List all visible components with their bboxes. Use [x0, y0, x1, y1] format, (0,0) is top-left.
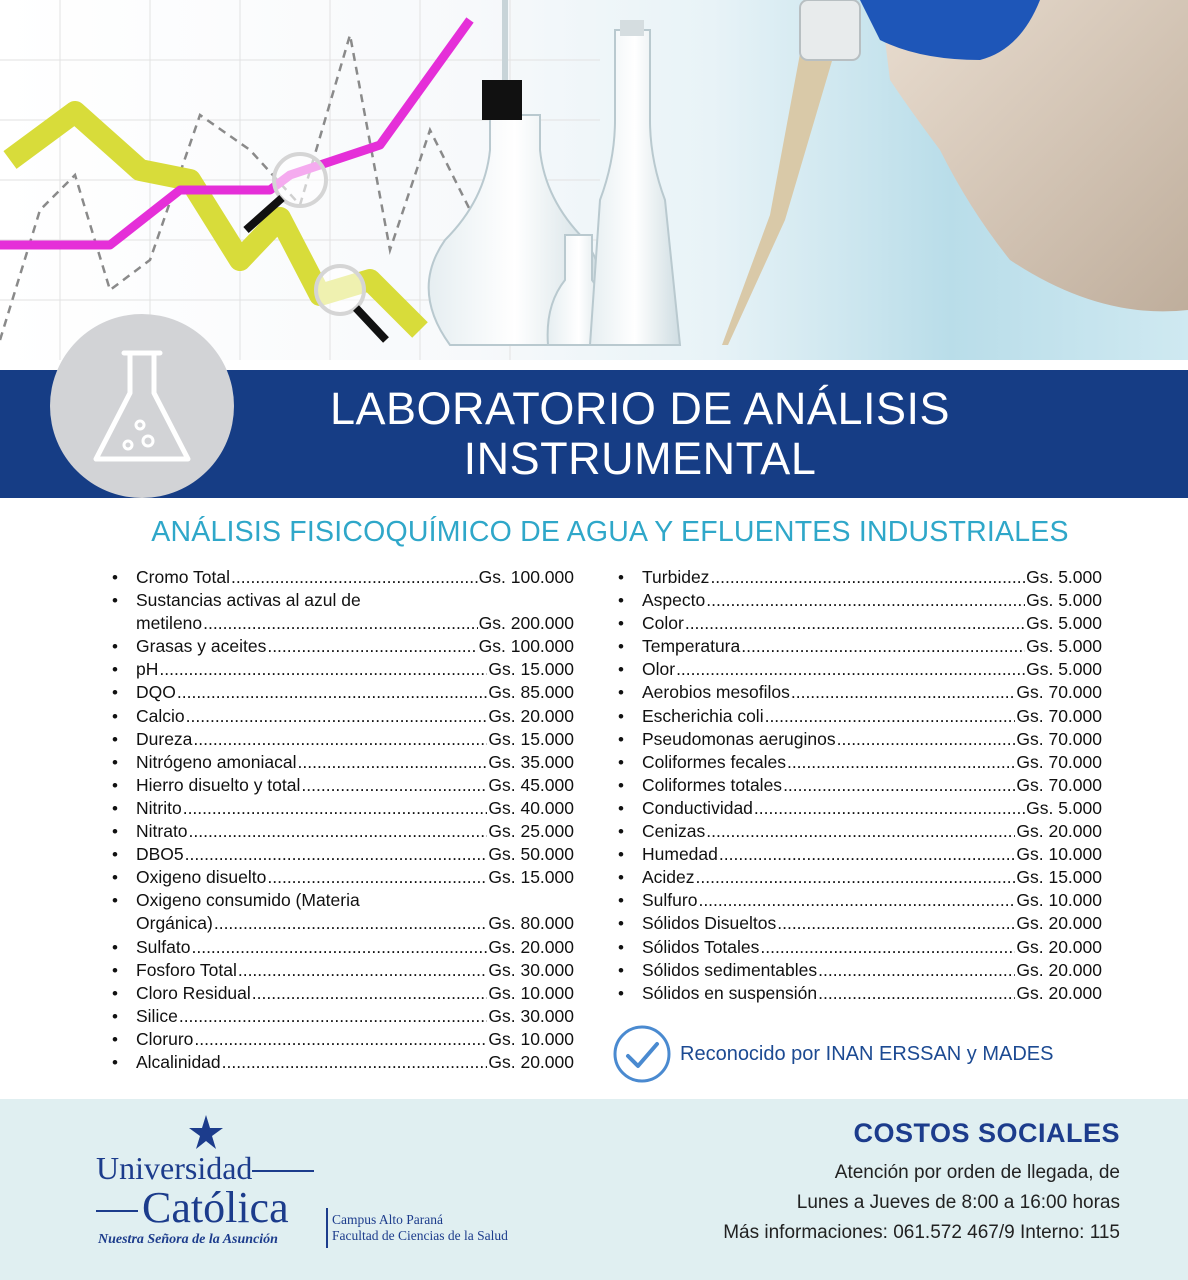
price-item-label: • Nitrógeno amoniacal: [136, 751, 297, 772]
dot-leader: [238, 959, 488, 977]
price-item-label: • Escherichia coli: [642, 705, 764, 726]
price-item: [112, 936, 574, 959]
price-item: [112, 751, 574, 774]
dot-leader: [298, 751, 488, 769]
dot-leader: [203, 612, 477, 630]
price-item-price: Gs. 100.000: [478, 567, 574, 587]
price-item-label: • Cloruro: [136, 1028, 194, 1049]
dot-leader: [719, 843, 1015, 861]
price-item-label: metileno: [136, 613, 203, 634]
dot-leader: [191, 936, 487, 954]
price-item: [112, 959, 574, 982]
price-item: [618, 681, 1102, 704]
price-item-price: Gs. 10.000: [1016, 890, 1102, 911]
dot-leader: [696, 866, 1016, 884]
price-list-left: [112, 566, 574, 1074]
price-item: [112, 681, 574, 704]
price-item-price: Gs. 70.000: [1016, 682, 1102, 703]
dot-leader: [777, 912, 1015, 930]
price-item: [618, 774, 1102, 797]
price-item-price: Gs. 45.000: [488, 774, 574, 795]
dot-leader: [791, 681, 1016, 699]
price-item-label: • Oxigeno disuelto: [136, 867, 267, 888]
price-item: [112, 774, 574, 797]
price-item: [112, 1005, 574, 1028]
dot-leader: [676, 658, 1025, 676]
price-item-price: Gs. 70.000: [1016, 705, 1102, 726]
dot-leader: [754, 797, 1025, 815]
price-item-price: Gs. 20.000: [1016, 982, 1102, 1003]
price-item-price: Gs. 70.000: [1016, 751, 1102, 772]
price-item-price: Gs. 20.000: [1016, 821, 1102, 842]
price-list-right: [618, 566, 1102, 1005]
logo-university: Universidad: [96, 1150, 253, 1186]
costs-line-1: Atención por orden de llegada, de: [834, 1162, 1120, 1183]
price-item: [618, 751, 1102, 774]
dot-leader: [818, 982, 1015, 1000]
price-item-label-line1: • Oxigeno consumido (Materia: [136, 890, 360, 911]
dot-leader: [741, 635, 1025, 653]
dot-leader: [267, 866, 487, 884]
price-item: [618, 936, 1102, 959]
price-item-label: • Sólidos Totales: [642, 936, 760, 957]
price-item-price: Gs. 80.000: [488, 913, 574, 934]
price-item-label: • Coliformes totales: [642, 774, 783, 795]
dot-leader: [189, 820, 488, 838]
price-item: [112, 797, 574, 820]
section-subtitle: ANÁLISIS FISICOQUÍMICO DE AGUA Y EFLUENTES INDUSTRIALES: [151, 516, 1069, 548]
price-item-label: • Color: [642, 613, 684, 634]
campus-info: [332, 1212, 508, 1244]
costs-line-3: Más informaciones: 061.572 467/9 Interno: 115: [723, 1222, 1120, 1243]
price-item-label: • Alcalinidad: [136, 1051, 221, 1072]
price-item: [112, 658, 574, 681]
price-item-price: Gs. 5.000: [1026, 797, 1102, 818]
price-item-label: • Grasas y aceites: [136, 636, 267, 657]
price-item: [618, 797, 1102, 820]
dot-leader: [760, 936, 1015, 954]
checkmark-circle-icon: [612, 1024, 672, 1084]
price-item: [618, 866, 1102, 889]
price-item-label: • Silice: [136, 1005, 178, 1026]
dot-leader: [231, 566, 478, 584]
logo-rule: [96, 1210, 138, 1212]
dot-leader: [787, 751, 1015, 769]
price-item: [618, 959, 1102, 982]
price-item-label: • Cenizas: [642, 821, 706, 842]
price-item-price: Gs. 200.000: [478, 613, 574, 634]
price-item-label: • Sulfuro: [642, 890, 698, 911]
price-item: [112, 705, 574, 728]
dot-leader: [194, 1028, 487, 1046]
price-item-price: Gs. 25.000: [488, 821, 574, 842]
price-item-price: Gs. 15.000: [488, 867, 574, 888]
price-item: [112, 1028, 574, 1051]
price-item-price: Gs. 50.000: [488, 844, 574, 865]
price-item: [112, 566, 574, 589]
price-item-price: Gs. 5.000: [1026, 636, 1102, 657]
dot-leader: [183, 797, 488, 815]
price-item-label: • Nitrato: [136, 821, 188, 842]
dot-leader: [193, 728, 487, 746]
logo-divider: [326, 1208, 328, 1248]
price-item-price: Gs. 5.000: [1026, 613, 1102, 634]
price-item: [618, 843, 1102, 866]
dot-leader: [706, 820, 1015, 838]
price-item-price: Gs. 10.000: [488, 1028, 574, 1049]
price-item-label: • Olor: [642, 659, 676, 680]
price-item-label: • Humedad: [642, 844, 718, 865]
price-item-label: • Pseudomonas aeruginos: [642, 728, 836, 749]
price-item: [618, 705, 1102, 728]
dot-leader: [783, 774, 1015, 792]
price-item-price: Gs. 20.000: [1016, 936, 1102, 957]
price-item-price: Gs. 100.000: [478, 636, 574, 657]
star-icon: [188, 1114, 224, 1150]
price-item-label: • Acidez: [642, 867, 695, 888]
price-item-price: Gs. 85.000: [488, 682, 574, 703]
price-item-label: • Conductividad: [642, 797, 753, 818]
price-item-price: Gs. 20.000: [488, 936, 574, 957]
price-item-label: • Sólidos en suspensión: [642, 982, 818, 1003]
dot-leader: [159, 658, 487, 676]
price-item-price: Gs. 15.000: [488, 659, 574, 680]
price-item-price: Gs. 20.000: [488, 705, 574, 726]
price-item-label: • Sólidos Disueltos: [642, 913, 777, 934]
price-item-price: Gs. 10.000: [1016, 844, 1102, 865]
campus-name: Campus Alto Paraná: [332, 1212, 443, 1227]
price-item-label: • Temperatura: [642, 636, 741, 657]
price-item-label: • Aspecto: [642, 590, 706, 611]
logo-tagline: Nuestra Señora de la Asunción: [98, 1232, 278, 1247]
costs-title: COSTOS SOCIALES: [853, 1118, 1120, 1148]
price-item-label: • Aerobios mesofilos: [642, 682, 790, 703]
price-item: [112, 889, 574, 935]
price-item-price: Gs. 20.000: [1016, 959, 1102, 980]
price-item-price: Gs. 10.000: [488, 982, 574, 1003]
logo-catolica: Católica: [142, 1183, 289, 1232]
price-item: [112, 982, 574, 1005]
hero-image: [0, 0, 1188, 360]
price-item-price: Gs. 20.000: [1016, 913, 1102, 934]
price-item-price: Gs. 30.000: [488, 959, 574, 980]
dot-leader: [185, 843, 488, 861]
price-item-price: Gs. 35.000: [488, 751, 574, 772]
logo-rule: [252, 1170, 314, 1172]
price-item: [618, 728, 1102, 751]
price-item: [618, 658, 1102, 681]
page-title: [250, 384, 1030, 484]
price-item-label: • Dureza: [136, 728, 193, 749]
price-item-price: Gs. 30.000: [488, 1005, 574, 1026]
price-item-label: • Sulfato: [136, 936, 191, 957]
faculty-name: Facultad de Ciencias de la Salud: [332, 1228, 508, 1243]
price-item: [618, 912, 1102, 935]
price-item-price: Gs. 5.000: [1026, 590, 1102, 611]
price-item: [112, 728, 574, 751]
lab-illustration: [0, 0, 1188, 360]
price-item: [112, 820, 574, 843]
recognition: [612, 1024, 1112, 1084]
price-item-label: • Cromo Total: [136, 567, 231, 587]
dot-leader: [706, 589, 1025, 607]
price-item-label: • pH: [136, 659, 159, 680]
dot-leader: [214, 912, 488, 930]
dot-leader: [179, 1005, 488, 1023]
price-item-label: • Fosforo Total: [136, 959, 237, 980]
price-item-label: • Calcio: [136, 705, 185, 726]
price-item: [112, 589, 574, 635]
dot-leader: [252, 982, 488, 1000]
dot-leader: [837, 728, 1016, 746]
price-item-price: Gs. 20.000: [488, 1051, 574, 1072]
dot-leader: [685, 612, 1025, 630]
price-item: [112, 1051, 574, 1074]
price-item: [618, 589, 1102, 612]
price-item-label: • Hierro disuelto y total: [136, 774, 301, 795]
price-item: [618, 635, 1102, 658]
price-item: [618, 566, 1102, 589]
price-item: [112, 635, 574, 658]
price-item: [618, 820, 1102, 843]
price-item: [618, 982, 1102, 1005]
price-item-price: Gs. 40.000: [488, 797, 574, 818]
dot-leader: [222, 1051, 488, 1069]
recognition-text: Reconocido por INAN ERSSAN y MADES: [680, 1042, 1054, 1065]
dot-leader: [765, 705, 1016, 723]
price-item-label: • Nitrito: [136, 797, 182, 818]
price-item: [112, 843, 574, 866]
dot-leader: [267, 635, 477, 653]
price-item-price: Gs. 15.000: [1016, 867, 1102, 888]
flask-badge: [50, 314, 234, 498]
price-item-label: • Coliformes fecales: [642, 751, 786, 772]
title-line2: INSTRUMENTAL: [463, 433, 817, 484]
price-item-label: • DQO: [136, 682, 176, 703]
price-item-label: • Turbidez: [642, 567, 710, 587]
price-item: [618, 612, 1102, 635]
dot-leader: [301, 774, 487, 792]
price-item: [112, 866, 574, 889]
title-line1: LABORATORIO DE ANÁLISIS: [329, 383, 951, 434]
price-item-price: Gs. 70.000: [1016, 774, 1102, 795]
dot-leader: [710, 566, 1025, 584]
price-item-label: Orgánica): [136, 913, 213, 934]
price-item: [618, 889, 1102, 912]
dot-leader: [698, 889, 1015, 907]
price-item-price: Gs. 15.000: [488, 728, 574, 749]
price-item-label: • Cloro Residual: [136, 982, 251, 1003]
price-item-price: Gs. 5.000: [1026, 567, 1102, 587]
price-item-price: Gs. 70.000: [1016, 728, 1102, 749]
price-item-label-line1: • Sustancias activas al azul de: [136, 590, 361, 611]
price-item-label: • DBO5: [136, 844, 184, 865]
price-item-label: • Sólidos sedimentables: [642, 959, 818, 980]
price-item-price: Gs. 5.000: [1026, 659, 1102, 680]
dot-leader: [177, 681, 488, 699]
dot-leader: [186, 705, 488, 723]
flask-icon: [82, 341, 202, 471]
dot-leader: [818, 959, 1015, 977]
costs-line-2: Lunes a Jueves de 8:00 a 16:00 horas: [796, 1192, 1120, 1213]
